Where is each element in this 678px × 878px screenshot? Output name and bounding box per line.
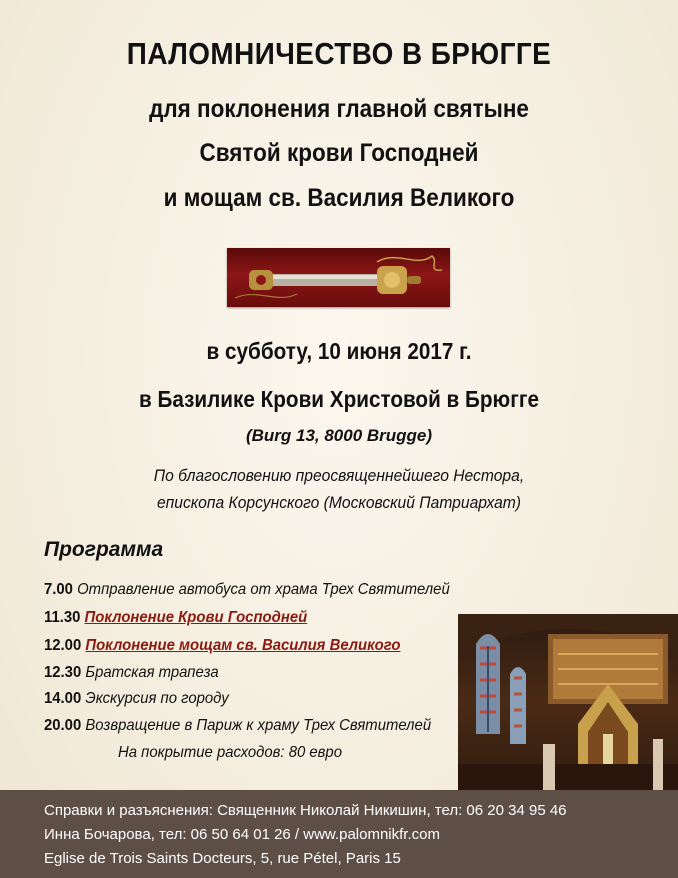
program-item: 12.30 Братская трапеза	[44, 664, 219, 681]
subtitle-line-1: для поклонения главной святыне	[149, 95, 529, 123]
program-item: 11.30 Поклонение Крови Господней	[44, 609, 308, 626]
program-item: 7.00 Отправление автобуса от храма Трех Святителей	[44, 581, 450, 598]
program-heading: Программа	[44, 538, 164, 561]
footer-address-line: Eglise de Trois Saints Docteurs, 5, rue Pétel, Paris 15	[44, 850, 401, 867]
footer-contact-line-1: Справки и разъяснения: Священник Николай Никишин, тел: 06 20 34 95 46	[44, 802, 567, 819]
subtitle-line-2: Святой крови Господней	[199, 139, 479, 167]
basilica-interior-photo	[458, 614, 678, 790]
program-item: 12.00 Поклонение мощам св. Василия Великого	[44, 637, 401, 654]
program-item: 14.00 Экскурсия по городу	[44, 690, 229, 707]
page-title: ПАЛОМНИЧЕСТВО В БРЮГГЕ	[126, 36, 552, 71]
event-date: в субботу, 10 июня 2017 г.	[206, 338, 472, 364]
blessing-line-1: По благословению преосвященнейшего Нестора,	[153, 466, 525, 485]
subtitle-line-3: и мощам св. Василия Великого	[163, 184, 515, 212]
program-item: 20.00 Возвращение в Париж к храму Трех Святителей	[44, 717, 432, 734]
cost-note: На покрытие расходов: 80 евро	[118, 744, 342, 761]
footer-contact-line-2: Инна Бочарова, тел: 06 50 64 01 26 / www.palomnikfr.com	[44, 826, 440, 843]
event-address: (Burg 13, 8000 Brugge)	[245, 426, 433, 445]
relic-reliquary-image	[227, 248, 450, 307]
event-place: в Базилике Крови Христовой в Брюгге	[139, 386, 539, 412]
blessing-line-2: епископа Корсунского (Московский Патриархат)	[156, 493, 522, 512]
footer	[0, 790, 678, 878]
